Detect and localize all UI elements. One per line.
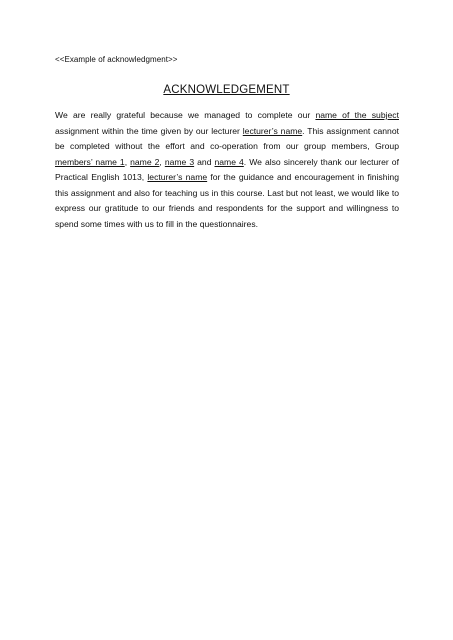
lecturer-name-placeholder: lecturer’s name — [242, 125, 303, 136]
example-note: <<Example of acknowledgment>> — [55, 55, 178, 64]
member-name-2-placeholder: name 2 — [130, 156, 160, 167]
acknowledgement-paragraph — [55, 108, 399, 232]
paragraph-text: , — [159, 156, 165, 167]
paragraph-text: for the guidance and encouragement in finishing this assignment and also for teaching us in this course. Last but not least, we would like to express our gratitude to our friends and respondents for the support and willingness to spend some times with us to fill in the questionnaires. — [55, 172, 399, 229]
paragraph-text: We are really grateful because we managed to complete our — [55, 110, 316, 120]
paragraph-text: . We also sincerely thank our lecturer of Practical English 1013, — [55, 156, 399, 183]
paragraph-text: . This assignment cannot be completed without the effort and co-operation from our group members, Group — [55, 125, 399, 152]
member-name-4-placeholder: name 4 — [214, 156, 244, 167]
member-name-1-placeholder: members’ name 1 — [55, 156, 125, 167]
lecturer-name-placeholder: lecturer’s name — [147, 172, 208, 183]
page-title: ACKNOWLEDGEMENT — [163, 84, 290, 96]
subject-name-placeholder: name of the subject — [315, 110, 399, 120]
paragraph-text: and — [194, 156, 215, 167]
member-name-3-placeholder: name 3 — [164, 156, 195, 167]
paragraph-text: assignment within the time given by our lecturer — [55, 125, 243, 136]
paragraph-text: , — [124, 156, 131, 167]
